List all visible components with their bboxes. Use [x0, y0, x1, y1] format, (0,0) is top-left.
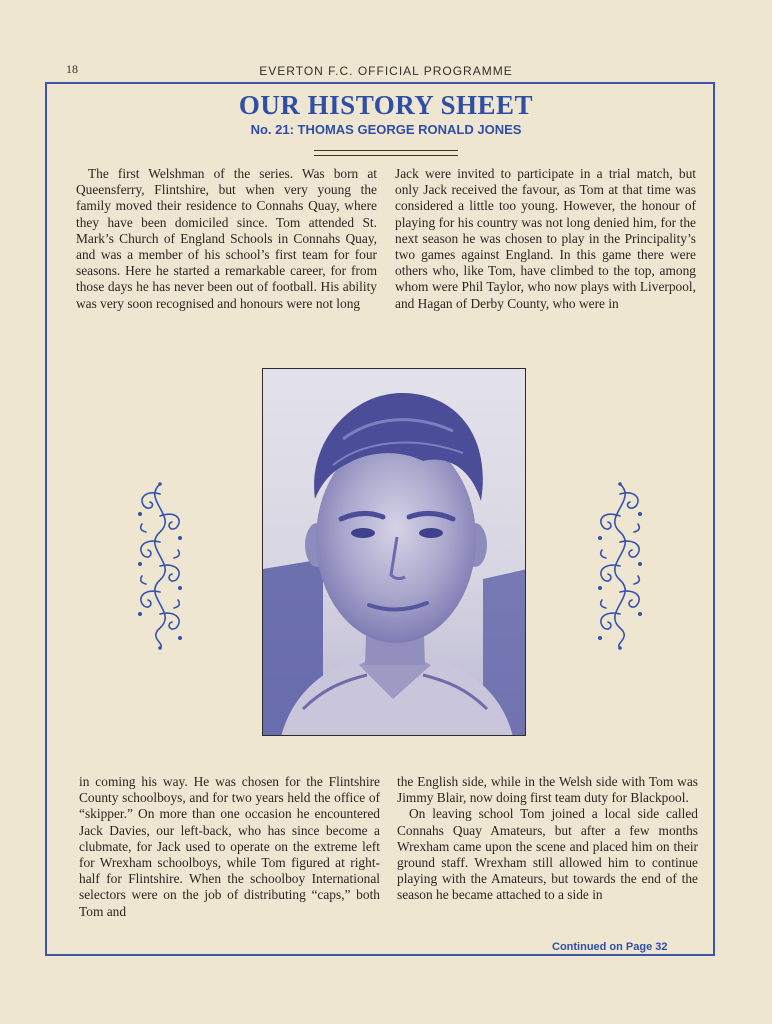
text-column-4	[397, 774, 698, 904]
title-rule	[314, 150, 458, 156]
paragraph: Jack were invited to participate in a trial match, but only Jack received the favour, as Tom at that time was considered a little too young. However, the honour of playing for his country was not long denied him, for the next season he was chosen to play in the Principality’s two games against England. In this game there were others who, like Tom, have climbed to the top, among whom were Phil Taylor, who now plays with Liverpool, and Hagan of Derby County, who were in	[395, 166, 696, 311]
floral-ornament-icon	[132, 480, 188, 650]
floral-ornament-icon	[592, 480, 648, 650]
page-number: 18	[66, 62, 78, 76]
player-portrait-icon	[263, 369, 526, 736]
paragraph: the English side, while in the Welsh side with Tom was Jimmy Blair, now doing first team duty for Blackpool.	[397, 774, 698, 806]
running-head: EVERTON F.C. OFFICIAL PROGRAMME	[259, 64, 513, 78]
text-column-3	[79, 774, 380, 920]
paragraph: The first Welshman of the series. Was born at Queensferry, Flintshire, but when very young the family moved their residence to Connahs Quay, where they have been domiciled since. Tom attended St. Mark’s Church of England Schools in Connahs Quay, and was a member of his school’s first team for four seasons. Here he started a remarkable career, for from those days he has never been out of football. His ability was very soon recognised and honours were not long	[76, 166, 377, 311]
text-column-2	[395, 166, 696, 312]
player-photograph	[262, 368, 526, 736]
text-column-1	[76, 166, 377, 312]
article-title: OUR HISTORY SHEET	[238, 90, 534, 120]
article-subtitle: No. 21: THOMAS GEORGE RONALD JONES	[250, 122, 522, 137]
paragraph: in coming his way. He was chosen for the Flintshire County schoolboys, and for two years held the office of “skipper.” On more than one occasion he encountered Jack Davies, our left-back, who has since become a clubmate, for Jack used to operate on the extreme left for Wrexham schoolboys, while Tom figured at right-half for Flintshire. When the schoolboy International selectors were on the job of distributing “caps,” both Tom and	[79, 774, 380, 919]
paragraph: On leaving school Tom joined a local side called Connahs Quay Amateurs, but after a few months Wrexham came upon the scene and placed him on their ground staff. Wrexham still allowed him to continue playing with the Amateurs, but towards the end of the season he became attached to a side in	[397, 806, 698, 903]
continued-note: Continued on Page 32	[552, 941, 668, 953]
